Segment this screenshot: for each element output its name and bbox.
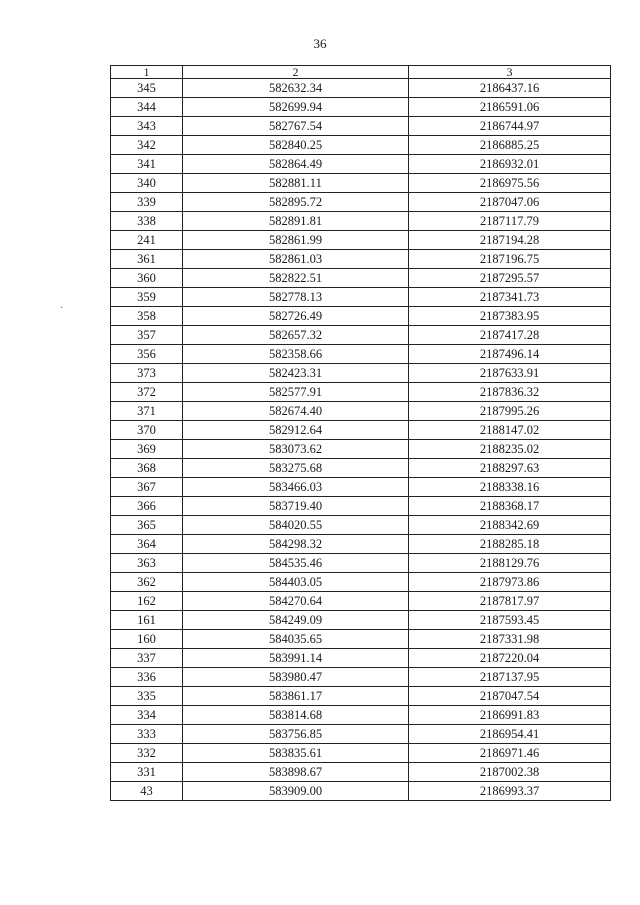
point-number-cell: 344	[111, 98, 183, 117]
table-row	[111, 117, 611, 136]
y-coordinate-cell: 2188342.69	[409, 516, 611, 535]
point-number-cell: 366	[111, 497, 183, 516]
x-coordinate-cell: 582726.49	[183, 307, 409, 326]
y-coordinate-cell: 2187836.32	[409, 383, 611, 402]
y-coordinate-cell: 2186932.01	[409, 155, 611, 174]
y-coordinate-cell: 2187633.91	[409, 364, 611, 383]
column-header-x: 2	[183, 66, 409, 79]
point-number-cell: 339	[111, 193, 183, 212]
stray-mark: ·	[60, 303, 64, 314]
table-row	[111, 440, 611, 459]
x-coordinate-cell: 582861.99	[183, 231, 409, 250]
point-number-cell: 365	[111, 516, 183, 535]
point-number-cell: 241	[111, 231, 183, 250]
table-header	[111, 66, 611, 79]
table-row	[111, 402, 611, 421]
y-coordinate-cell: 2187047.54	[409, 687, 611, 706]
y-coordinate-cell: 2187117.79	[409, 212, 611, 231]
point-number-cell: 370	[111, 421, 183, 440]
point-number-cell: 342	[111, 136, 183, 155]
y-coordinate-cell: 2187341.73	[409, 288, 611, 307]
point-number-cell: 331	[111, 763, 183, 782]
table-row	[111, 364, 611, 383]
table-row	[111, 497, 611, 516]
point-number-cell: 371	[111, 402, 183, 421]
x-coordinate-cell: 582674.40	[183, 402, 409, 421]
table-row	[111, 611, 611, 630]
x-coordinate-cell: 583275.68	[183, 459, 409, 478]
table-row	[111, 763, 611, 782]
table-row	[111, 535, 611, 554]
point-number-cell: 336	[111, 668, 183, 687]
page-number: 36	[313, 36, 327, 51]
x-coordinate-cell: 583909.00	[183, 782, 409, 801]
y-coordinate-cell: 2188129.76	[409, 554, 611, 573]
x-coordinate-cell: 584020.55	[183, 516, 409, 535]
table-row	[111, 79, 611, 98]
point-number-cell: 372	[111, 383, 183, 402]
point-number-cell: 343	[111, 117, 183, 136]
table-row	[111, 231, 611, 250]
point-number-cell: 369	[111, 440, 183, 459]
y-coordinate-cell: 2187593.45	[409, 611, 611, 630]
column-header-point: 1	[111, 66, 183, 79]
y-coordinate-cell: 2187137.95	[409, 668, 611, 687]
x-coordinate-cell: 582895.72	[183, 193, 409, 212]
x-coordinate-cell: 583991.14	[183, 649, 409, 668]
table-row	[111, 174, 611, 193]
table-row	[111, 193, 611, 212]
y-coordinate-cell: 2188235.02	[409, 440, 611, 459]
x-coordinate-cell: 583898.67	[183, 763, 409, 782]
y-coordinate-cell: 2187817.97	[409, 592, 611, 611]
y-coordinate-cell: 2188147.02	[409, 421, 611, 440]
table-row	[111, 345, 611, 364]
x-coordinate-cell: 582840.25	[183, 136, 409, 155]
table-row	[111, 687, 611, 706]
table-row	[111, 744, 611, 763]
point-number-cell: 341	[111, 155, 183, 174]
point-number-cell: 373	[111, 364, 183, 383]
point-number-cell: 357	[111, 326, 183, 345]
point-number-cell: 338	[111, 212, 183, 231]
y-coordinate-cell: 2187417.28	[409, 326, 611, 345]
y-coordinate-cell: 2187194.28	[409, 231, 611, 250]
point-number-cell: 345	[111, 79, 183, 98]
x-coordinate-cell: 583861.17	[183, 687, 409, 706]
y-coordinate-cell: 2188368.17	[409, 497, 611, 516]
x-coordinate-cell: 583756.85	[183, 725, 409, 744]
table-row	[111, 212, 611, 231]
y-coordinate-cell: 2186744.97	[409, 117, 611, 136]
table-row	[111, 307, 611, 326]
column-header-y: 3	[409, 66, 611, 79]
x-coordinate-cell: 582778.13	[183, 288, 409, 307]
table-row	[111, 326, 611, 345]
table-row	[111, 668, 611, 687]
table-row	[111, 516, 611, 535]
x-coordinate-cell: 584298.32	[183, 535, 409, 554]
point-number-cell: 43	[111, 782, 183, 801]
point-number-cell: 363	[111, 554, 183, 573]
table-row	[111, 630, 611, 649]
y-coordinate-cell: 2186885.25	[409, 136, 611, 155]
table-body	[111, 79, 611, 801]
x-coordinate-cell: 582699.94	[183, 98, 409, 117]
table-row	[111, 706, 611, 725]
point-number-cell: 361	[111, 250, 183, 269]
y-coordinate-cell: 2187331.98	[409, 630, 611, 649]
x-coordinate-cell: 584403.05	[183, 573, 409, 592]
y-coordinate-cell: 2186975.56	[409, 174, 611, 193]
point-number-cell: 362	[111, 573, 183, 592]
table-row	[111, 725, 611, 744]
x-coordinate-cell: 582577.91	[183, 383, 409, 402]
y-coordinate-cell: 2187047.06	[409, 193, 611, 212]
point-number-cell: 335	[111, 687, 183, 706]
y-coordinate-cell: 2187995.26	[409, 402, 611, 421]
point-number-cell: 162	[111, 592, 183, 611]
point-number-cell: 368	[111, 459, 183, 478]
x-coordinate-cell: 583719.40	[183, 497, 409, 516]
table-row	[111, 478, 611, 497]
x-coordinate-cell: 582767.54	[183, 117, 409, 136]
x-coordinate-cell: 584249.09	[183, 611, 409, 630]
x-coordinate-cell: 584035.65	[183, 630, 409, 649]
x-coordinate-cell: 582358.66	[183, 345, 409, 364]
table-row	[111, 649, 611, 668]
y-coordinate-cell: 2187196.75	[409, 250, 611, 269]
y-coordinate-cell: 2186591.06	[409, 98, 611, 117]
x-coordinate-cell: 583073.62	[183, 440, 409, 459]
table-row	[111, 573, 611, 592]
x-coordinate-cell: 582657.32	[183, 326, 409, 345]
table-row	[111, 554, 611, 573]
point-number-cell: 360	[111, 269, 183, 288]
point-number-cell: 359	[111, 288, 183, 307]
point-number-cell: 358	[111, 307, 183, 326]
y-coordinate-cell: 2186437.16	[409, 79, 611, 98]
point-number-cell: 161	[111, 611, 183, 630]
x-coordinate-cell: 582632.34	[183, 79, 409, 98]
y-coordinate-cell: 2188297.63	[409, 459, 611, 478]
point-number-cell: 333	[111, 725, 183, 744]
y-coordinate-cell: 2187496.14	[409, 345, 611, 364]
coordinates-table	[110, 65, 611, 801]
point-number-cell: 340	[111, 174, 183, 193]
table-row	[111, 288, 611, 307]
point-number-cell: 364	[111, 535, 183, 554]
table-row	[111, 98, 611, 117]
y-coordinate-cell: 2187002.38	[409, 763, 611, 782]
x-coordinate-cell: 582891.81	[183, 212, 409, 231]
table-row	[111, 421, 611, 440]
y-coordinate-cell: 2188338.16	[409, 478, 611, 497]
x-coordinate-cell: 582881.11	[183, 174, 409, 193]
point-number-cell: 160	[111, 630, 183, 649]
x-coordinate-cell: 584535.46	[183, 554, 409, 573]
y-coordinate-cell: 2186954.41	[409, 725, 611, 744]
table-row	[111, 459, 611, 478]
point-number-cell: 356	[111, 345, 183, 364]
x-coordinate-cell: 582864.49	[183, 155, 409, 174]
y-coordinate-cell: 2186971.46	[409, 744, 611, 763]
y-coordinate-cell: 2186993.37	[409, 782, 611, 801]
x-coordinate-cell: 582912.64	[183, 421, 409, 440]
table-row	[111, 155, 611, 174]
point-number-cell: 334	[111, 706, 183, 725]
x-coordinate-cell: 584270.64	[183, 592, 409, 611]
x-coordinate-cell: 583466.03	[183, 478, 409, 497]
point-number-cell: 332	[111, 744, 183, 763]
table-row	[111, 592, 611, 611]
y-coordinate-cell: 2188285.18	[409, 535, 611, 554]
x-coordinate-cell: 583980.47	[183, 668, 409, 687]
table-row	[111, 250, 611, 269]
y-coordinate-cell: 2187220.04	[409, 649, 611, 668]
x-coordinate-cell: 582861.03	[183, 250, 409, 269]
x-coordinate-cell: 583835.61	[183, 744, 409, 763]
x-coordinate-cell: 583814.68	[183, 706, 409, 725]
table-row	[111, 383, 611, 402]
table-row	[111, 269, 611, 288]
x-coordinate-cell: 582822.51	[183, 269, 409, 288]
y-coordinate-cell: 2186991.83	[409, 706, 611, 725]
x-coordinate-cell: 582423.31	[183, 364, 409, 383]
y-coordinate-cell: 2187295.57	[409, 269, 611, 288]
table-row	[111, 136, 611, 155]
y-coordinate-cell: 2187383.95	[409, 307, 611, 326]
point-number-cell: 337	[111, 649, 183, 668]
point-number-cell: 367	[111, 478, 183, 497]
table-row	[111, 782, 611, 801]
header-row	[111, 66, 611, 79]
y-coordinate-cell: 2187973.86	[409, 573, 611, 592]
